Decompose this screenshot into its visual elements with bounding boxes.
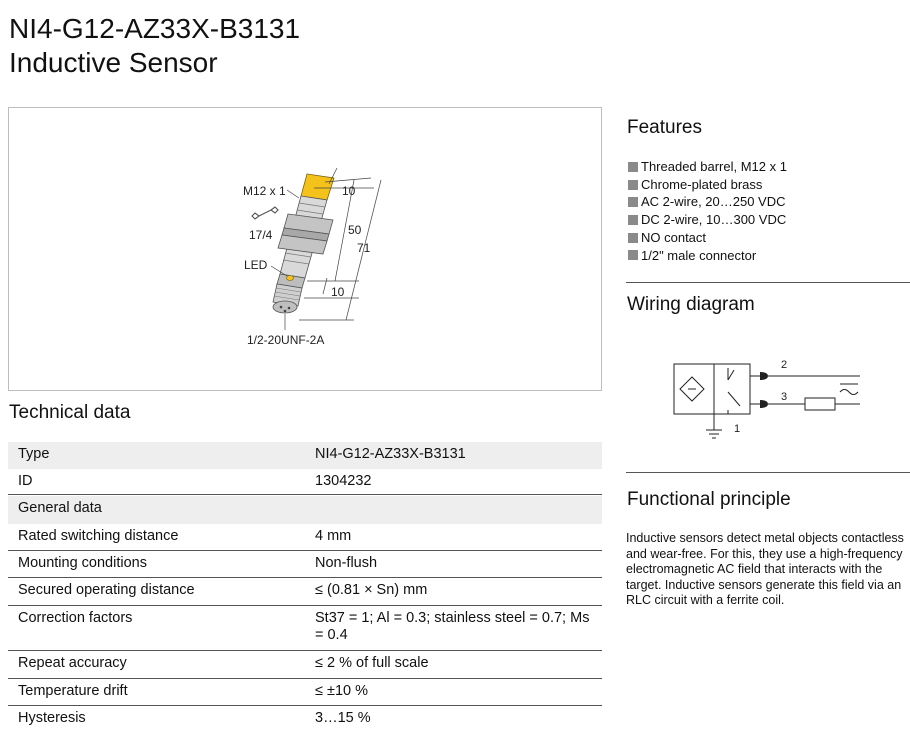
table-row (8, 442, 602, 469)
sensor-drawing-svg (9, 108, 603, 392)
pin-label-1: 1 (734, 423, 741, 435)
section-label: General data (18, 500, 102, 516)
sensor-barrel (273, 196, 333, 313)
table-row (8, 524, 602, 551)
wiring-diagram (660, 350, 870, 452)
table-row (8, 578, 602, 606)
table-row (8, 651, 602, 679)
row-value: St37 = 1; Al = 0.3; stainless steel = 0.7; Ms = 0.4 (315, 610, 590, 643)
row-value: ≤ (0.81 × Sn) mm (315, 582, 428, 598)
bullet-square-icon (628, 215, 638, 225)
pin-label-3: 3 (781, 391, 788, 403)
dim-top: 10 (342, 184, 356, 198)
row-label: Mounting conditions (18, 555, 147, 571)
product-name: Inductive Sensor (9, 47, 218, 78)
features-heading: Features (627, 117, 702, 138)
row-label: ID (18, 473, 33, 489)
table-section-row (8, 496, 602, 524)
row-label: Secured operating distance (18, 582, 195, 598)
technical-data-heading: Technical data (9, 402, 131, 423)
row-value: NI4-G12-AZ33X-B3131 (315, 446, 466, 462)
functional-principle-text: Inductive sensors detect metal objects contactless and wear-free. For this, they use a high-frequency electromagnetic AC field that interacts with the target. Inductive sensors generate this field via an RLC circuit with a ferrite coil. (626, 531, 904, 608)
row-value: Non-flush (315, 555, 378, 571)
dim-bottom: 10 (331, 285, 345, 299)
list-item: Threaded barrel, M12 x 1 (628, 158, 787, 176)
row-value: 4 mm (315, 528, 352, 544)
dimension-drawing (8, 107, 602, 391)
row-value: 3…15 % (315, 710, 371, 726)
bullet-square-icon (628, 197, 638, 207)
bullet-square-icon (628, 250, 638, 260)
divider (626, 282, 910, 283)
dim-body: 50 (348, 223, 362, 237)
wiring-heading: Wiring diagram (627, 294, 755, 315)
bullet-square-icon (628, 162, 638, 172)
dim-total: 71 (357, 241, 371, 255)
wrench-icon (252, 207, 278, 219)
page-title (9, 12, 300, 80)
features-list (628, 158, 787, 264)
table-row (8, 679, 602, 706)
sensor-cap (301, 174, 334, 200)
pin-label-2: 2 (781, 359, 788, 371)
row-label: Temperature drift (18, 683, 128, 699)
list-item: Chrome-plated brass (628, 176, 787, 194)
table-row (8, 606, 602, 651)
product-code: NI4-G12-AZ33X-B3131 (9, 13, 301, 44)
row-label: Hysteresis (18, 710, 86, 726)
row-label: Correction factors (18, 610, 133, 626)
functional-principle-heading: Functional principle (627, 489, 791, 510)
divider (626, 472, 910, 473)
list-item: NO contact (628, 229, 787, 247)
connector-label: 1/2-20UNF-2A (247, 333, 325, 347)
technical-data-table (8, 442, 602, 733)
wrench-label: 17/4 (249, 228, 273, 242)
section-value (305, 496, 602, 524)
table-row (8, 551, 602, 578)
row-label: Type (18, 446, 50, 462)
bullet-square-icon (628, 233, 638, 243)
row-label: Repeat accuracy (18, 655, 127, 671)
table-row (8, 469, 602, 495)
thread-label: M12 x 1 (243, 184, 286, 198)
row-value: ≤ 2 % of full scale (315, 655, 429, 671)
list-item: 1/2" male connector (628, 247, 787, 265)
row-label: Rated switching distance (18, 528, 179, 544)
led-label: LED (244, 258, 268, 272)
list-item: AC 2-wire, 20…250 VDC (628, 193, 787, 211)
table-row (8, 706, 602, 733)
bullet-square-icon (628, 180, 638, 190)
row-value: ≤ ±10 % (315, 683, 368, 699)
list-item: DC 2-wire, 10…300 VDC (628, 211, 787, 229)
row-value: 1304232 (315, 473, 372, 489)
